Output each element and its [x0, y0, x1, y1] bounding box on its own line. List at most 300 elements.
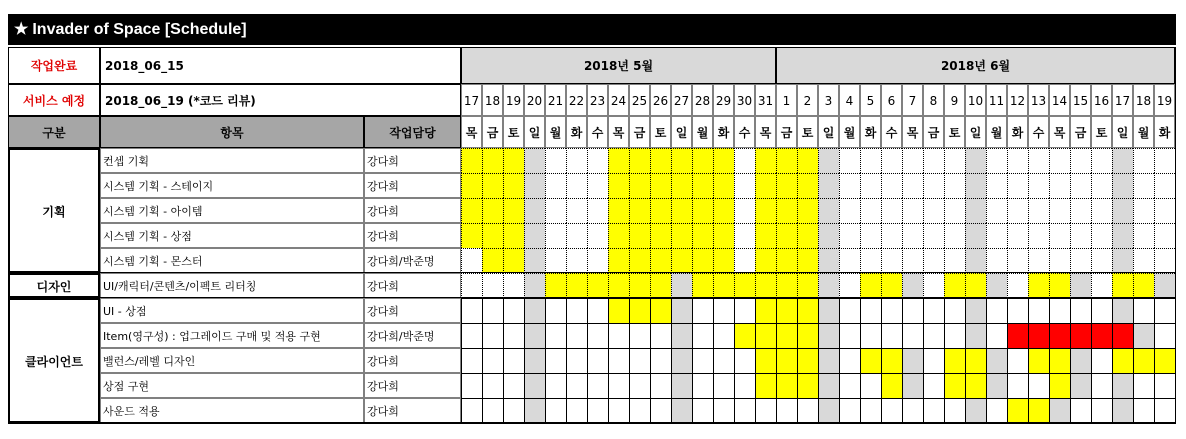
schedule-cell-filled — [1028, 273, 1049, 298]
schedule-cell — [566, 148, 587, 173]
schedule-cell-filled — [797, 348, 818, 373]
schedule-cell-filled — [545, 273, 566, 298]
schedule-cell-filled — [755, 248, 776, 273]
weekday-header: 화 — [1154, 116, 1175, 148]
task-name: Item(영구성) : 업그레이드 구매 및 적용 구현 — [100, 323, 364, 348]
task-owner: 강다희 — [364, 273, 461, 298]
day-number: 24 — [608, 84, 629, 116]
day-number: 11 — [986, 84, 1007, 116]
schedule-cell-filled — [1154, 348, 1175, 373]
schedule-cell — [839, 398, 860, 423]
schedule-cell-filled — [1133, 273, 1154, 298]
month-header: 2018년 6월 — [776, 47, 1175, 84]
day-number: 7 — [902, 84, 923, 116]
schedule-cell — [1049, 298, 1070, 323]
schedule-cell — [1133, 248, 1154, 273]
weekday-header: 토 — [797, 116, 818, 148]
schedule-cell-filled — [692, 223, 713, 248]
schedule-cell — [902, 348, 923, 373]
schedule-cell — [545, 248, 566, 273]
schedule-cell-filled — [503, 223, 524, 248]
day-number: 16 — [1091, 84, 1112, 116]
schedule-cell-filled — [776, 198, 797, 223]
day-number: 17 — [461, 84, 482, 116]
schedule-cell — [608, 348, 629, 373]
schedule-cell — [839, 148, 860, 173]
schedule-cell — [629, 373, 650, 398]
schedule-cell — [839, 173, 860, 198]
schedule-cell — [986, 223, 1007, 248]
schedule-cell — [1112, 248, 1133, 273]
schedule-cell — [818, 198, 839, 223]
schedule-cell — [1007, 298, 1028, 323]
schedule-cell-filled — [1091, 323, 1112, 348]
schedule-cell — [1070, 398, 1091, 423]
day-number: 4 — [839, 84, 860, 116]
schedule-cell-filled — [776, 248, 797, 273]
weekday-header: 토 — [503, 116, 524, 148]
schedule-cell-filled — [797, 323, 818, 348]
schedule-cell — [692, 398, 713, 423]
schedule-cell — [839, 373, 860, 398]
schedule-cell — [1028, 148, 1049, 173]
schedule-cell — [818, 323, 839, 348]
schedule-cell — [566, 373, 587, 398]
schedule-cell — [1007, 223, 1028, 248]
schedule-cell-filled — [944, 273, 965, 298]
schedule-cell-filled — [1112, 323, 1133, 348]
weekday-header: 목 — [902, 116, 923, 148]
schedule-cell — [1007, 198, 1028, 223]
schedule-cell-filled — [1049, 373, 1070, 398]
weekday-header: 일 — [818, 116, 839, 148]
schedule-cell — [1028, 173, 1049, 198]
schedule-cell — [902, 323, 923, 348]
weekday-header: 토 — [944, 116, 965, 148]
schedule-cell-filled — [1049, 323, 1070, 348]
schedule-cell — [1091, 273, 1112, 298]
schedule-cell-filled — [1028, 398, 1049, 423]
schedule-cell-filled — [1133, 348, 1154, 373]
schedule-cell — [1154, 198, 1175, 223]
schedule-cell — [1049, 223, 1070, 248]
schedule-cell — [545, 398, 566, 423]
schedule-cell-filled — [629, 148, 650, 173]
schedule-cell — [902, 148, 923, 173]
schedule-cell-filled — [776, 373, 797, 398]
schedule-cell-filled — [881, 273, 902, 298]
task-name: UI - 상점 — [100, 298, 364, 323]
schedule-cell — [734, 398, 755, 423]
day-number: 27 — [671, 84, 692, 116]
schedule-cell — [860, 148, 881, 173]
day-number: 13 — [1028, 84, 1049, 116]
schedule-cell — [524, 348, 545, 373]
schedule-cell — [965, 323, 986, 348]
task-name: 시스템 기획 - 스테이지 — [100, 173, 364, 198]
schedule-cell-filled — [944, 373, 965, 398]
day-number: 10 — [965, 84, 986, 116]
weekday-header: 월 — [839, 116, 860, 148]
schedule-cell — [776, 398, 797, 423]
schedule-cell — [986, 148, 1007, 173]
schedule-cell — [923, 248, 944, 273]
schedule-cell — [566, 248, 587, 273]
schedule-cell-filled — [797, 248, 818, 273]
schedule-cell — [650, 348, 671, 373]
schedule-cell — [818, 248, 839, 273]
schedule-cell-filled — [587, 273, 608, 298]
schedule-cell — [734, 298, 755, 323]
schedule-cell — [671, 398, 692, 423]
schedule-cell-filled — [755, 323, 776, 348]
schedule-cell-filled — [629, 273, 650, 298]
star-icon: ★ — [14, 21, 29, 38]
schedule-cell-filled — [1112, 273, 1133, 298]
schedule-cell-filled — [671, 198, 692, 223]
schedule-cell-filled — [650, 248, 671, 273]
schedule-cell-filled — [734, 273, 755, 298]
schedule-cell — [923, 198, 944, 223]
weekday-header: 목 — [755, 116, 776, 148]
schedule-cell-filled — [713, 273, 734, 298]
schedule-cell-filled — [755, 373, 776, 398]
schedule-cell — [1070, 373, 1091, 398]
schedule-cell — [734, 148, 755, 173]
schedule-cell-filled — [1028, 323, 1049, 348]
weekday-header: 목 — [1049, 116, 1070, 148]
schedule-cell-filled — [755, 273, 776, 298]
schedule-cell — [902, 273, 923, 298]
schedule-cell — [1007, 148, 1028, 173]
day-number: 23 — [587, 84, 608, 116]
schedule-cell-filled — [797, 148, 818, 173]
schedule-cell — [839, 298, 860, 323]
weekday-header: 목 — [461, 116, 482, 148]
schedule-cell — [1091, 198, 1112, 223]
weekday-header: 화 — [566, 116, 587, 148]
schedule-cell — [1091, 298, 1112, 323]
schedule-cell — [671, 373, 692, 398]
schedule-cell — [965, 248, 986, 273]
schedule-cell-filled — [692, 173, 713, 198]
schedule-cell — [902, 398, 923, 423]
day-number: 17 — [1112, 84, 1133, 116]
schedule-cell — [1028, 298, 1049, 323]
schedule-cell — [545, 223, 566, 248]
schedule-cell-filled — [650, 273, 671, 298]
schedule-cell-filled — [797, 198, 818, 223]
weekday-header: 수 — [1028, 116, 1049, 148]
schedule-cell — [881, 223, 902, 248]
schedule-cell — [566, 348, 587, 373]
schedule-cell — [1070, 173, 1091, 198]
schedule-cell-filled — [965, 273, 986, 298]
schedule-cell-filled — [1070, 323, 1091, 348]
schedule-cell-filled — [755, 223, 776, 248]
schedule-cell-filled — [650, 298, 671, 323]
schedule-cell — [1028, 223, 1049, 248]
schedule-cell — [797, 398, 818, 423]
schedule-cell — [986, 323, 1007, 348]
day-number: 9 — [944, 84, 965, 116]
day-number: 21 — [545, 84, 566, 116]
schedule-cell-filled — [1049, 273, 1070, 298]
schedule-cell — [587, 148, 608, 173]
month-header: 2018년 5월 — [461, 47, 776, 84]
schedule-cell-filled — [482, 173, 503, 198]
weekday-header: 금 — [629, 116, 650, 148]
schedule-cell — [1028, 373, 1049, 398]
schedule-cell — [1154, 323, 1175, 348]
schedule-cell — [1112, 298, 1133, 323]
schedule-cell — [734, 173, 755, 198]
schedule-cell-filled — [608, 298, 629, 323]
schedule-cell — [1049, 248, 1070, 273]
schedule-cell — [629, 398, 650, 423]
day-number: 2 — [797, 84, 818, 116]
schedule-cell-filled — [692, 198, 713, 223]
schedule-cell — [734, 198, 755, 223]
schedule-cell — [482, 348, 503, 373]
schedule-cell — [713, 348, 734, 373]
schedule-cell — [986, 173, 1007, 198]
schedule-cell — [566, 323, 587, 348]
schedule-cell-filled — [482, 148, 503, 173]
schedule-cell-filled — [734, 323, 755, 348]
schedule-cell — [1154, 148, 1175, 173]
schedule-cell — [1091, 148, 1112, 173]
schedule-cell — [671, 323, 692, 348]
schedule-cell-filled — [755, 348, 776, 373]
schedule-cell — [860, 323, 881, 348]
schedule-cell — [944, 198, 965, 223]
schedule-cell — [1154, 173, 1175, 198]
group-label: 디자인 — [8, 273, 100, 298]
status-value-1: 2018_06_15 — [100, 47, 461, 84]
schedule-cell — [461, 298, 482, 323]
schedule-cell — [965, 398, 986, 423]
weekday-header: 화 — [1007, 116, 1028, 148]
day-number: 31 — [755, 84, 776, 116]
schedule-cell-filled — [881, 373, 902, 398]
schedule-cell — [524, 373, 545, 398]
schedule-cell — [944, 323, 965, 348]
schedule-cell — [1070, 223, 1091, 248]
schedule-cell-filled — [755, 173, 776, 198]
day-number: 19 — [1154, 84, 1175, 116]
schedule-cell — [545, 373, 566, 398]
schedule-cell — [587, 198, 608, 223]
schedule-cell — [1049, 173, 1070, 198]
schedule-cell — [524, 323, 545, 348]
schedule-cell — [1154, 398, 1175, 423]
schedule-cell — [944, 223, 965, 248]
schedule-cell — [482, 398, 503, 423]
schedule-cell-filled — [944, 348, 965, 373]
schedule-cell — [818, 223, 839, 248]
schedule-cell-filled — [503, 198, 524, 223]
schedule-cell-filled — [566, 273, 587, 298]
schedule-cell-filled — [461, 198, 482, 223]
column-header-owner: 작업담당 — [364, 116, 461, 148]
schedule-cell-filled — [713, 198, 734, 223]
schedule-cell — [1154, 373, 1175, 398]
schedule-cell-filled — [629, 223, 650, 248]
schedule-cell — [524, 173, 545, 198]
day-number: 30 — [734, 84, 755, 116]
schedule-cell — [818, 273, 839, 298]
schedule-cell — [818, 373, 839, 398]
day-number: 20 — [524, 84, 545, 116]
schedule-cell-filled — [776, 273, 797, 298]
weekday-header: 토 — [650, 116, 671, 148]
schedule-cell — [650, 398, 671, 423]
schedule-cell — [818, 173, 839, 198]
day-number: 12 — [1007, 84, 1028, 116]
weekday-header: 금 — [1070, 116, 1091, 148]
weekday-header: 수 — [734, 116, 755, 148]
schedule-cell — [923, 148, 944, 173]
schedule-cell-filled — [503, 173, 524, 198]
schedule-cell — [692, 298, 713, 323]
schedule-cell-filled — [755, 148, 776, 173]
schedule-cell — [587, 248, 608, 273]
schedule-cell — [587, 223, 608, 248]
task-name: 밸런스/레벨 디자인 — [100, 348, 364, 373]
schedule-cell — [965, 198, 986, 223]
group-label: 기획 — [8, 148, 100, 273]
schedule-cell — [1112, 398, 1133, 423]
schedule-cell — [839, 223, 860, 248]
schedule-cell-filled — [482, 248, 503, 273]
status-value-2: 2018_06_19 (*코드 리뷰) — [100, 84, 461, 116]
schedule-cell — [1133, 323, 1154, 348]
schedule-cell-filled — [629, 298, 650, 323]
schedule-cell-filled — [797, 298, 818, 323]
weekday-header: 수 — [587, 116, 608, 148]
schedule-cell — [986, 298, 1007, 323]
column-header-category: 구분 — [8, 116, 100, 148]
schedule-cell — [1154, 223, 1175, 248]
schedule-cell — [482, 298, 503, 323]
schedule-cell-filled — [776, 223, 797, 248]
day-number: 14 — [1049, 84, 1070, 116]
schedule-cell — [944, 148, 965, 173]
schedule-cell — [923, 373, 944, 398]
schedule-cell-filled — [776, 148, 797, 173]
day-number: 5 — [860, 84, 881, 116]
weekday-header: 월 — [545, 116, 566, 148]
task-name: UI/캐릭터/콘텐츠/이펙트 리터칭 — [100, 273, 364, 298]
task-owner: 강다희 — [364, 373, 461, 398]
schedule-cell — [503, 348, 524, 373]
schedule-cell — [923, 323, 944, 348]
schedule-cell — [881, 398, 902, 423]
schedule-cell-filled — [860, 273, 881, 298]
schedule-cell — [524, 273, 545, 298]
schedule-cell — [629, 348, 650, 373]
schedule-cell — [1133, 298, 1154, 323]
weekday-header: 목 — [608, 116, 629, 148]
schedule-cell — [1007, 248, 1028, 273]
schedule-cell — [692, 373, 713, 398]
schedule-cell-filled — [1028, 348, 1049, 373]
schedule-cell — [503, 323, 524, 348]
schedule-cell — [503, 398, 524, 423]
weekday-header: 금 — [923, 116, 944, 148]
task-owner: 강다희 — [364, 198, 461, 223]
schedule-cell — [1112, 373, 1133, 398]
schedule-cell — [965, 223, 986, 248]
schedule-cell — [1154, 248, 1175, 273]
schedule-cell-filled — [503, 248, 524, 273]
schedule-cell — [944, 173, 965, 198]
schedule-cell-filled — [1112, 348, 1133, 373]
schedule-cell — [860, 198, 881, 223]
schedule-cell — [503, 298, 524, 323]
schedule-cell-filled — [881, 348, 902, 373]
schedule-cell — [1112, 223, 1133, 248]
schedule-cell — [1091, 173, 1112, 198]
schedule-cell — [839, 198, 860, 223]
task-name: 시스템 기획 - 몬스터 — [100, 248, 364, 273]
schedule-cell-filled — [671, 223, 692, 248]
schedule-cell — [587, 348, 608, 373]
schedule-cell — [482, 323, 503, 348]
weekday-header: 화 — [860, 116, 881, 148]
schedule-cell-filled — [797, 173, 818, 198]
schedule-cell — [1070, 198, 1091, 223]
schedule-cell — [1070, 148, 1091, 173]
schedule-cell — [881, 323, 902, 348]
schedule-cell — [545, 323, 566, 348]
schedule-cell — [524, 198, 545, 223]
day-number: 28 — [692, 84, 713, 116]
schedule-cell — [1028, 198, 1049, 223]
day-number: 6 — [881, 84, 902, 116]
schedule-cell — [1133, 198, 1154, 223]
schedule-cell — [1112, 148, 1133, 173]
schedule-cell-filled — [608, 173, 629, 198]
schedule-cell — [503, 373, 524, 398]
schedule-cell — [1007, 273, 1028, 298]
schedule-cell-filled — [461, 223, 482, 248]
task-name: 시스템 기획 - 아이템 — [100, 198, 364, 223]
schedule-cell-filled — [713, 173, 734, 198]
task-owner: 강다희 — [364, 223, 461, 248]
day-number: 18 — [482, 84, 503, 116]
schedule-cell — [860, 398, 881, 423]
schedule-cell — [1091, 373, 1112, 398]
schedule-cell — [524, 223, 545, 248]
schedule-cell — [587, 373, 608, 398]
schedule-cell — [839, 248, 860, 273]
schedule-cell — [545, 298, 566, 323]
day-number: 26 — [650, 84, 671, 116]
schedule-cell-filled — [755, 298, 776, 323]
schedule-cell — [1049, 198, 1070, 223]
schedule-cell — [860, 223, 881, 248]
weekday-header: 일 — [671, 116, 692, 148]
schedule-cell — [692, 323, 713, 348]
task-owner: 강다희 — [364, 298, 461, 323]
schedule-cell — [1070, 273, 1091, 298]
weekday-header: 월 — [1133, 116, 1154, 148]
schedule-cell-filled — [671, 248, 692, 273]
schedule-cell — [923, 398, 944, 423]
day-number: 18 — [1133, 84, 1154, 116]
